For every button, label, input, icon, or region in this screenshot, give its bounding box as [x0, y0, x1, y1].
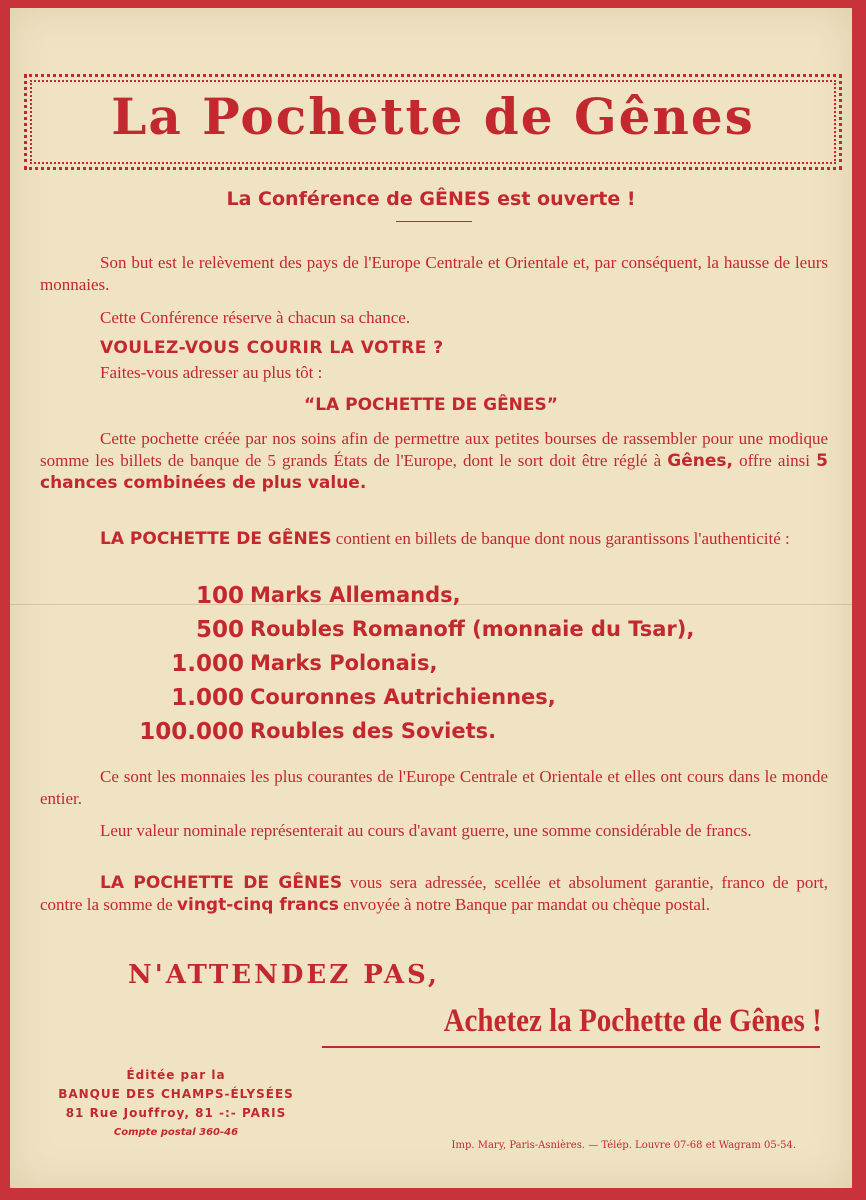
currency-row	[10, 685, 852, 717]
currency-row	[10, 617, 852, 649]
publisher-address: 81 Rue Jouffroy, 81 -:- PARIS	[65, 1106, 287, 1120]
currency-amount: 500	[195, 617, 244, 643]
publisher-name: BANQUE DES CHAMPS-ÉLYSÉES	[58, 1087, 294, 1101]
cta-underline	[322, 1046, 820, 1048]
currency-row	[10, 651, 852, 683]
publisher-postal-account: Compte postal 360-46	[113, 1127, 239, 1138]
currency-row	[10, 719, 852, 751]
cta-headline: N'ATTENDEZ PAS,	[128, 960, 440, 990]
intro-paragraph-1: Son but est le relèvement des pays de l'Europe Centrale et Orientale et, par conséquent, la hausse de leurs monnaies.	[40, 253, 828, 294]
intro-paragraph-2: Cette Conférence réserve à chacun sa chance.	[100, 308, 411, 327]
pochette-quote: “LA POCHETTE DE GÊNES”	[304, 395, 558, 415]
title-frame	[24, 74, 842, 170]
subtitle-divider	[396, 221, 472, 222]
poster-title: La Pochette de Gênes	[111, 87, 755, 146]
printer-credit: Imp. Mary, Paris-Asnières. — Télép. Louvre 07-68 et Wagram 05-54.	[451, 1140, 796, 1151]
currency-amount: 1.000	[171, 685, 244, 711]
body-paragraph-2: LA POCHETTE DE GÊNES contient en billets de banque dont nous garantissons l'authenticité :	[100, 529, 790, 549]
currency-label: Marks Allemands,	[250, 583, 461, 607]
poster-sheet	[10, 8, 852, 1188]
currency-label: Roubles Romanoff (monnaie du Tsar),	[250, 617, 695, 641]
cta-slogan: Achetez la Pochette de Gênes !	[443, 1003, 822, 1039]
body-paragraph-1: Cette pochette créée par nos soins afin de permettre aux petites bourses de rassembler pour une modique somme les billets de banque de 5 grands États de l'Europe, dont le sort doit être réglé à Gênes, offre ainsi 5 chances combinées de plus value.	[40, 429, 828, 493]
body-paragraph-3: Ce sont les monnaies les plus courantes de l'Europe Centrale et Orientale et elles ont cours dans le monde entier.	[40, 767, 828, 808]
publisher-line: Éditée par la	[126, 1068, 226, 1082]
currency-amount: 100	[195, 583, 244, 609]
body-paragraph-4: Leur valeur nominale représenterait au cours d'avant guerre, une somme considérable de francs.	[100, 821, 752, 840]
currency-label: Marks Polonais,	[250, 651, 438, 675]
intro-paragraph-3: Faites-vous adresser au plus tôt :	[100, 363, 323, 382]
publisher-block	[26, 1066, 326, 1142]
currency-amount: 100.000	[139, 719, 244, 745]
intro-question: VOULEZ-VOUS COURIR LA VOTRE ?	[100, 338, 444, 358]
body-paragraph-5: LA POCHETTE DE GÊNES vous sera adressée, scellée et absolument garantie, franco de port, contre la somme de vingt-cinq francs envoyée à notre Banque par mandat ou chèque postal.	[40, 873, 828, 915]
currency-amount: 1.000	[171, 651, 244, 677]
currency-label: Couronnes Autrichiennes,	[250, 685, 556, 709]
poster-subtitle: La Conférence de GÊNES est ouverte !	[226, 188, 636, 210]
currency-label: Roubles des Soviets.	[250, 719, 497, 743]
currency-row	[10, 583, 852, 615]
